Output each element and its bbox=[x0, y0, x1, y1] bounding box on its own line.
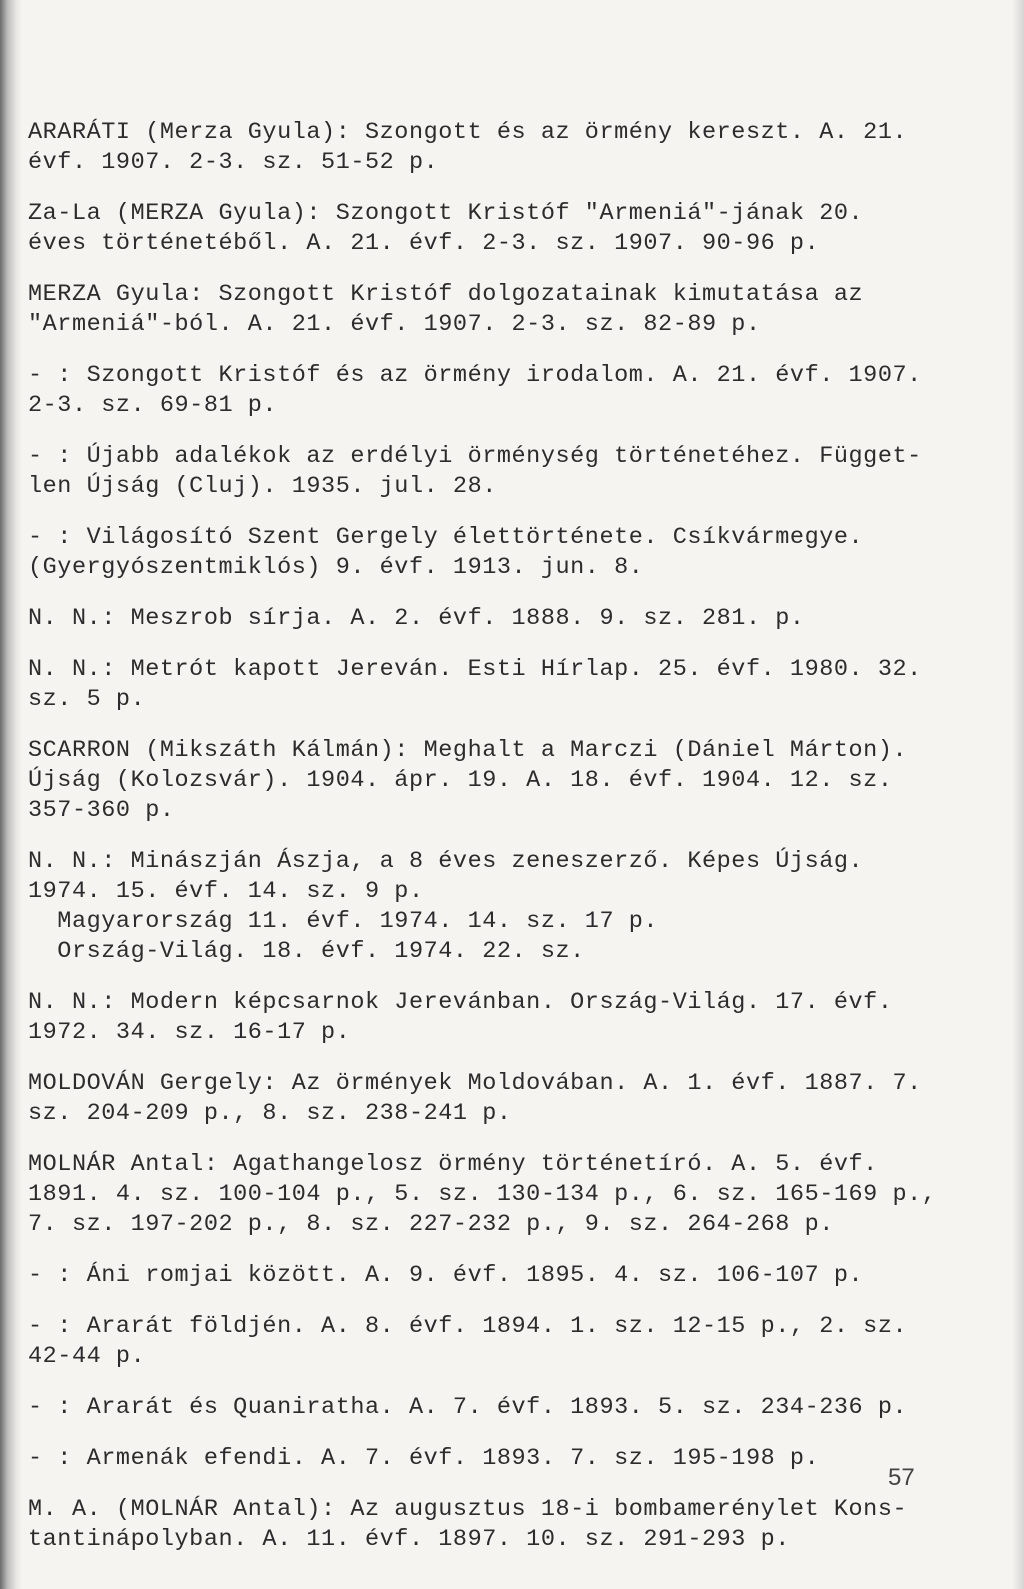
binding-shadow bbox=[0, 0, 22, 1589]
entry-line: MERZA Gyula: Szongott Kristóf dolgozatainak kimutatása az bbox=[28, 281, 864, 308]
bibliography-entry bbox=[28, 847, 928, 967]
entry-line: sz. 5 p. bbox=[28, 686, 146, 713]
bibliography-entry bbox=[28, 199, 928, 259]
entry-line: (Gyergyószentmiklós) 9. évf. 1913. jun. 8. bbox=[28, 554, 644, 581]
entry-line: - : Szongott Kristóf és az örmény irodalom. A. 21. évf. 1907. bbox=[28, 362, 922, 389]
entry-line: 42-44 p. bbox=[28, 1343, 146, 1370]
entry-line: évf. 1907. 2-3. sz. 51-52 p. bbox=[28, 149, 439, 176]
entry-line: 7. sz. 197-202 p., 8. sz. 227-232 p., 9. sz. 264-268 p. bbox=[28, 1211, 834, 1238]
entry-line: 1974. 15. évf. 14. sz. 9 p. bbox=[28, 878, 424, 905]
entry-line: N. N.: Modern képcsarnok Jerevánban. Ország-Világ. 17. évf. bbox=[28, 989, 893, 1016]
entry-line: MOLNÁR Antal: Agathangelosz örmény történetíró. A. 5. évf. bbox=[28, 1151, 878, 1178]
entry-line: - : Ararát földjén. A. 8. évf. 1894. 1. sz. 12-15 p., 2. sz. bbox=[28, 1313, 908, 1340]
entry-line: Ország-Világ. 18. évf. 1974. 22. sz. bbox=[28, 938, 585, 965]
bibliography-entry bbox=[28, 1150, 937, 1240]
bibliography-entry bbox=[28, 1393, 928, 1423]
entry-line: éves történetéből. A. 21. évf. 2-3. sz. 1907. 90-96 p. bbox=[28, 230, 820, 257]
entry-line: - : Világosító Szent Gergely élettörténete. Csíkvármegye. bbox=[28, 524, 864, 551]
bibliography-entry bbox=[28, 604, 928, 634]
entry-line: 2-3. sz. 69-81 p. bbox=[28, 392, 278, 419]
entry-line: N. N.: Minászján Ászja, a 8 éves zeneszerző. Képes Újság. bbox=[28, 848, 864, 875]
entry-line: tantinápolyban. A. 11. évf. 1897. 10. sz. 291-293 p. bbox=[28, 1526, 790, 1553]
bibliography-list bbox=[28, 118, 937, 1576]
bibliography-entry bbox=[28, 280, 928, 340]
entry-line: Újság (Kolozsvár). 1904. ápr. 19. A. 18. évf. 1904. 12. sz. bbox=[28, 767, 893, 794]
bibliography-entry bbox=[28, 988, 928, 1048]
bibliography-entry bbox=[28, 361, 928, 421]
bibliography-entry bbox=[28, 1444, 928, 1474]
entry-line: sz. 204-209 p., 8. sz. 238-241 p. bbox=[28, 1100, 512, 1127]
entry-line: SCARRON (Mikszáth Kálmán): Meghalt a Marczi (Dániel Márton). bbox=[28, 737, 908, 764]
entry-line: ARARÁTI (Merza Gyula): Szongott és az örmény kereszt. A. 21. bbox=[28, 119, 908, 146]
entry-line: N. N.: Meszrob sírja. A. 2. évf. 1888. 9. sz. 281. p. bbox=[28, 605, 805, 632]
page-edge bbox=[1012, 0, 1024, 1589]
bibliography-entry bbox=[28, 1312, 928, 1372]
entry-line: "Armeniá"-ból. A. 21. évf. 1907. 2-3. sz. 82-89 p. bbox=[28, 311, 761, 338]
bibliography-entry bbox=[28, 442, 928, 502]
bibliography-entry bbox=[28, 1069, 928, 1129]
bibliography-entry bbox=[28, 1495, 928, 1555]
entry-line: N. N.: Metrót kapott Jereván. Esti Hírlap. 25. évf. 1980. 32. bbox=[28, 656, 922, 683]
entry-line: - : Armenák efendi. A. 7. évf. 1893. 7. sz. 195-198 p. bbox=[28, 1445, 820, 1472]
entry-line: - : Újabb adalékok az erdélyi örménység történetéhez. Függet- bbox=[28, 443, 922, 470]
bibliography-entry bbox=[28, 118, 928, 178]
entry-line: M. A. (MOLNÁR Antal): Az augusztus 18-i bombamerénylet Kons- bbox=[28, 1496, 908, 1523]
entry-line: Za-La (MERZA Gyula): Szongott Kristóf "Armeniá"-jának 20. bbox=[28, 200, 864, 227]
entry-line: - : Ararát és Quaniratha. A. 7. évf. 1893. 5. sz. 234-236 p. bbox=[28, 1394, 908, 1421]
bibliography-entry bbox=[28, 523, 928, 583]
entry-line: 357-360 p. bbox=[28, 797, 175, 824]
entry-line: - : Áni romjai között. A. 9. évf. 1895. 4. sz. 106-107 p. bbox=[28, 1262, 864, 1289]
entry-line: MOLDOVÁN Gergely: Az örmények Moldovában. A. 1. évf. 1887. 7. bbox=[28, 1070, 922, 1097]
entry-line: 1891. 4. sz. 100-104 p., 5. sz. 130-134 p., 6. sz. 165-169 p., bbox=[28, 1181, 937, 1208]
bibliography-entry bbox=[28, 655, 928, 715]
entry-line: Magyarország 11. évf. 1974. 14. sz. 17 p. bbox=[28, 908, 659, 935]
bibliography-entry bbox=[28, 1261, 928, 1291]
page-number: 57 bbox=[888, 1464, 915, 1491]
entry-line: 1972. 34. sz. 16-17 p. bbox=[28, 1019, 351, 1046]
bibliography-entry bbox=[28, 736, 928, 826]
entry-line: len Újság (Cluj). 1935. jul. 28. bbox=[28, 473, 497, 500]
